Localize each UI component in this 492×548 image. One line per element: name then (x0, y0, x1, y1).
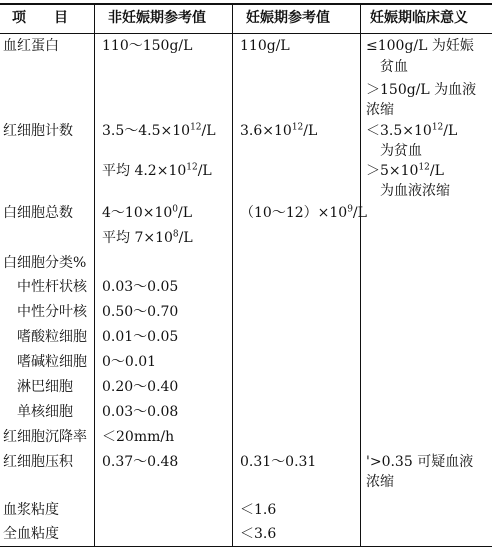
row-rbc-meaning-2a: $>5\times 10^{12}/L$ (366, 162, 444, 179)
header-bottom-rule (0, 33, 492, 34)
header-clinical-meaning: 妊娠期临床意义 (370, 10, 468, 26)
row-eosinophil-name: 嗜酸粒细胞 (17, 329, 87, 345)
table-top-rule (0, 3, 492, 5)
row-rbc-meaning-1a: $<3.5\times 10^{12}/L$ (366, 122, 458, 139)
row-basophil-value: 0～0.01 (102, 354, 157, 370)
header-non-pregnant-reference: 非妊娠期参考值 (108, 10, 206, 26)
row-whole-blood-viscosity-pregnant: ＜3.6 (240, 526, 277, 542)
row-hemoglobin-non-pregnant: 110～150g/L (102, 38, 193, 54)
row-wbc-name: 白细胞总数 (3, 205, 73, 221)
header-item: 项 目 (12, 10, 68, 26)
row-rbc-name: 红细胞计数 (3, 123, 73, 139)
row-hematocrit-non-pregnant: 0.37～0.48 (102, 454, 179, 470)
row-hemoglobin-meaning-1a: ≤100g/L 为妊娠 (366, 38, 474, 54)
row-esr-non-pregnant: ＜20mm/h (102, 429, 175, 445)
row-wbc-differential-name: 白细胞分类% (3, 255, 87, 271)
table-bottom-rule (0, 546, 492, 547)
row-hematocrit-meaning-b: 浓缩 (366, 474, 394, 490)
row-whole-blood-viscosity-name: 全血粘度 (3, 526, 59, 542)
row-band-neutrophil-value: 0.03～0.05 (102, 279, 179, 295)
row-rbc-pregnant: $3.6\times 10^{12}/L$ (240, 122, 318, 139)
row-rbc-non-pregnant-average: 平均 $4.2\times 10^{12}/L$ (102, 162, 212, 179)
row-rbc-non-pregnant: $3.5\sim 4.5\times 10^{12}/L$ (102, 122, 216, 139)
row-hematocrit-meaning-a: '>0.35 可疑血液 (366, 454, 474, 470)
row-eosinophil-value: 0.01～0.05 (102, 329, 179, 345)
row-segmented-neutrophil-name: 中性分叶核 (17, 304, 87, 320)
row-rbc-meaning-1b: 为贫血 (380, 143, 422, 159)
row-monocyte-name: 单核细胞 (17, 404, 73, 420)
row-lymphocyte-name: 淋巴细胞 (17, 379, 73, 395)
row-rbc-meaning-2b: 为血液浓缩 (380, 183, 450, 199)
row-wbc-pregnant: $(10\sim 12)\times 10^9/L$ (240, 204, 367, 221)
row-hematocrit-pregnant: 0.31～0.31 (240, 454, 317, 470)
row-band-neutrophil-name: 中性杆状核 (17, 279, 87, 295)
row-hemoglobin-meaning-2b: 浓缩 (366, 102, 394, 118)
row-basophil-name: 嗜碱粒细胞 (17, 354, 87, 370)
column-divider-1 (94, 3, 95, 547)
row-hemoglobin-meaning-1b: 贫血 (380, 59, 408, 75)
row-plasma-viscosity-pregnant: ＜1.6 (240, 502, 277, 518)
row-wbc-non-pregnant: $4\sim 10\times 10^0/L$ (102, 204, 193, 221)
row-hemoglobin-name: 血红蛋白 (3, 38, 59, 54)
row-hematocrit-name: 红细胞压积 (3, 454, 73, 470)
row-segmented-neutrophil-value: 0.50～0.70 (102, 304, 179, 320)
row-wbc-non-pregnant-average: 平均 $7\times 10^8/L$ (102, 229, 193, 246)
column-divider-2 (232, 3, 233, 547)
row-hemoglobin-pregnant: 110g/L (240, 38, 290, 54)
column-divider-3 (360, 3, 361, 547)
row-hemoglobin-meaning-2a: ＞150g/L 为血液 (366, 82, 477, 98)
row-plasma-viscosity-name: 血浆粘度 (3, 502, 59, 518)
row-monocyte-value: 0.03～0.08 (102, 404, 179, 420)
row-lymphocyte-value: 0.20～0.40 (102, 379, 179, 395)
row-esr-name: 红细胞沉降率 (3, 429, 87, 445)
header-pregnant-reference: 妊娠期参考值 (246, 10, 330, 26)
